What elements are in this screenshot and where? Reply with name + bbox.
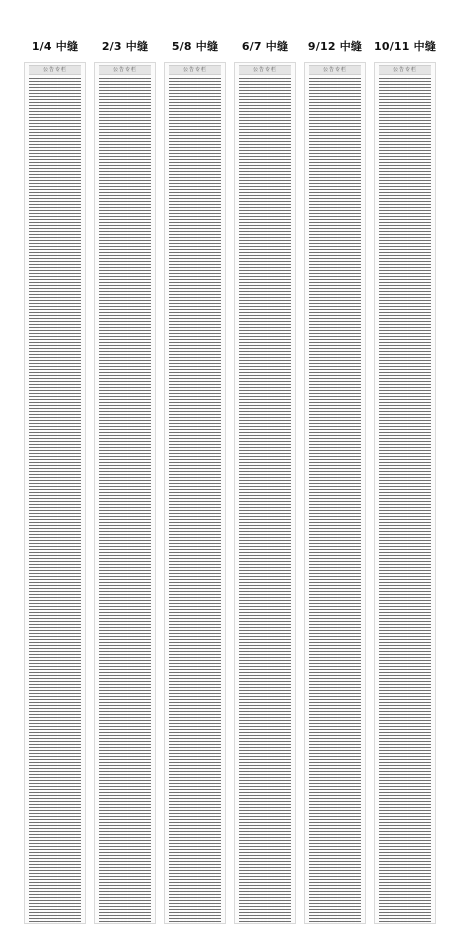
column-title: 2/3 中缝: [101, 40, 149, 53]
column-3: [164, 0, 226, 936]
dense-text-block: [99, 77, 151, 923]
dense-text-block: [309, 77, 361, 923]
dense-text-block: [29, 77, 81, 923]
column-title: 6/7 中缝: [241, 40, 289, 53]
notice-strip: [234, 62, 296, 924]
notice-strip: [24, 62, 86, 924]
column-6: [374, 0, 436, 936]
notice-strip: [94, 62, 156, 924]
column-4: [234, 0, 296, 936]
column-title: 9/12 中缝: [307, 40, 363, 53]
column-header-band: 公告专栏: [379, 65, 431, 75]
column-5: [304, 0, 366, 936]
notice-strip: [304, 62, 366, 924]
column-title: 10/11 中缝: [374, 40, 437, 53]
column-1: [24, 0, 86, 936]
notice-strip: [164, 62, 226, 924]
column-header-band: 公告专栏: [169, 65, 221, 75]
column-2: [94, 0, 156, 936]
column-title: 1/4 中缝: [31, 40, 79, 53]
dense-text-block: [169, 77, 221, 923]
column-header-band: 公告专栏: [99, 65, 151, 75]
column-header-band: 公告专栏: [29, 65, 81, 75]
dense-text-block: [239, 77, 291, 923]
notice-strip: [374, 62, 436, 924]
column-header-band: 公告专栏: [309, 65, 361, 75]
dense-text-block: [379, 77, 431, 923]
column-title: 5/8 中缝: [171, 40, 219, 53]
column-header-band: 公告专栏: [239, 65, 291, 75]
